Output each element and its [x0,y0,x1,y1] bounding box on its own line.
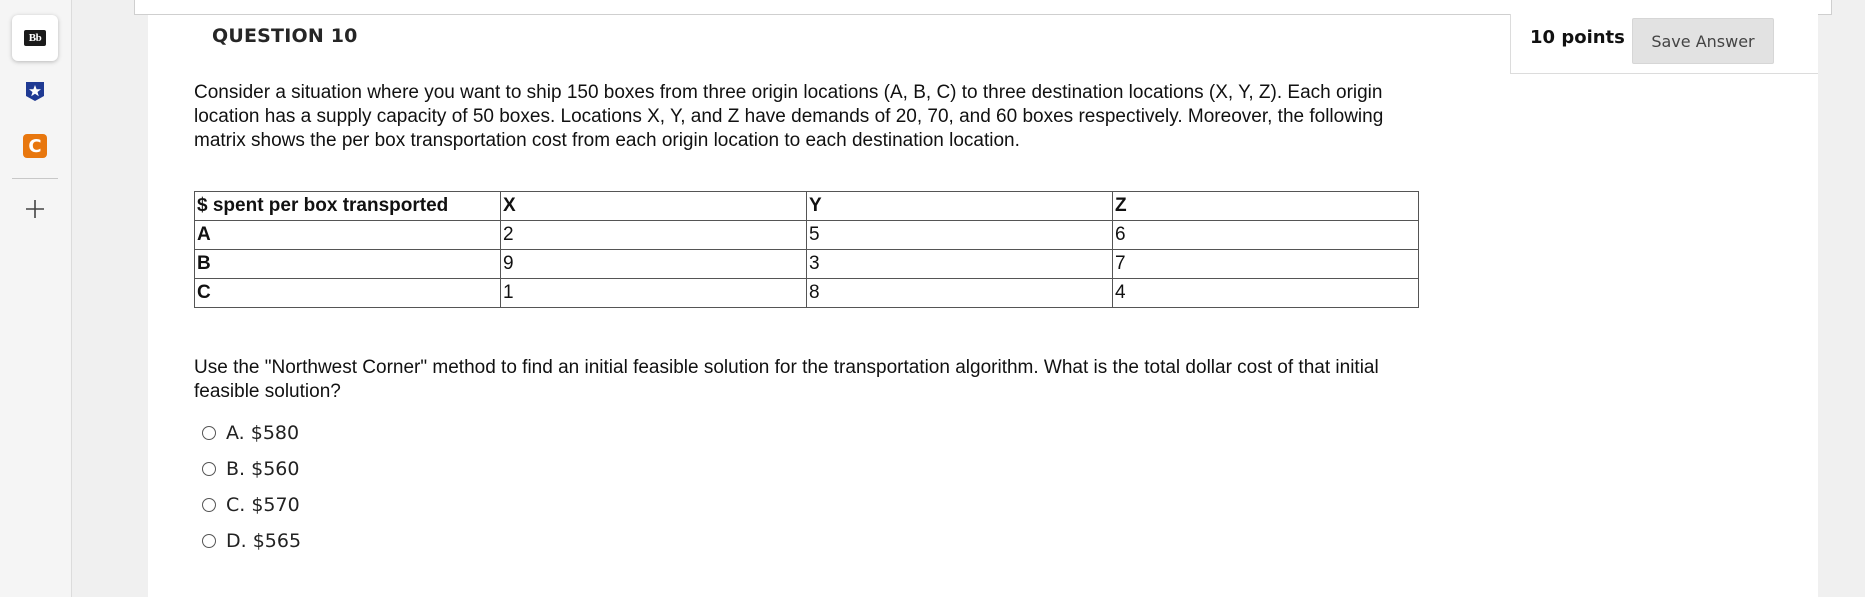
cost-table [194,191,1419,308]
table-cell: 5 [807,221,1113,250]
table-header-cell: Y [807,192,1113,221]
table-row [195,250,1419,279]
c-app-button[interactable] [12,123,58,169]
answer-options [202,415,301,559]
add-icon [23,197,47,221]
radio-button-b[interactable] [202,462,216,476]
option-c[interactable] [202,487,301,523]
save-answer-button[interactable]: Save Answer [1632,18,1774,64]
c-app-icon [23,134,47,158]
table-header-row [195,192,1419,221]
left-rail [0,0,72,597]
table-header-cell: Z [1113,192,1419,221]
option-a[interactable] [202,415,301,451]
c-app-label: C [28,135,42,157]
option-d-label[interactable]: D. $565 [226,530,302,552]
question-title: QUESTION 10 [212,25,358,47]
table-cell: 6 [1113,221,1419,250]
table-cell: 9 [501,250,807,279]
blackboard-logo: Bb [24,30,46,46]
option-c-label[interactable]: C. $570 [226,494,300,516]
option-b[interactable] [202,451,301,487]
blackboard-logo-button[interactable] [12,15,58,61]
table-cell: 1 [501,279,807,308]
table-row [195,221,1419,250]
radio-button-d[interactable] [202,534,216,548]
star-badge-icon [24,80,46,102]
table-header-cell: $ spent per box transported [195,192,501,221]
table-cell: 4 [1113,279,1419,308]
table-cell: 3 [807,250,1113,279]
table-row [195,279,1419,308]
star-badge-button[interactable] [12,68,58,114]
question-text: Consider a situation where you want to ship 150 boxes from three origin locations (A, B, C) to three destination locations (X, Y, Z). Each origin location has a supply capacity of 50 boxes. Locations X, Y, and Z have demands of 20, 70, and 60 boxes respectively. Moreover, the following matrix shows the per box transportation cost from each origin location to each destination location. [194,82,1384,151]
table-cell: 7 [1113,250,1419,279]
radio-button-c[interactable] [202,498,216,512]
table-row-label: C [195,279,501,308]
option-b-label[interactable]: B. $560 [226,458,300,480]
add-button[interactable] [12,186,58,232]
option-a-label[interactable]: A. $580 [226,422,300,444]
table-cell: 2 [501,221,807,250]
table-header-cell: X [501,192,807,221]
rail-divider [12,178,58,179]
option-d[interactable] [202,523,301,559]
table-cell: 8 [807,279,1113,308]
table-row-label: A [195,221,501,250]
question-prompt: Use the "Northwest Corner" method to find an initial feasible solution for the transportation algorithm. What is the total dollar cost of that initial feasible solution? [194,357,1379,402]
radio-button-a[interactable] [202,426,216,440]
previous-question-box [134,0,1832,15]
points-label: 10 points [1530,27,1625,48]
table-row-label: B [195,250,501,279]
